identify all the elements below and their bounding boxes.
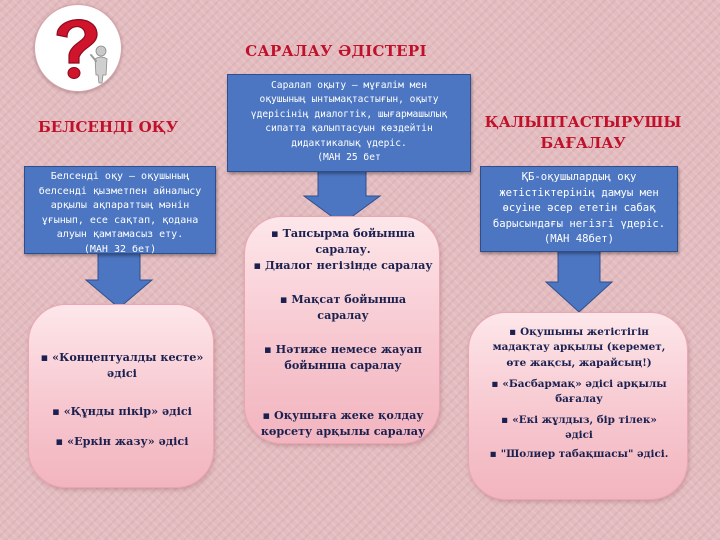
definition-line: (МАН 25 бет (317, 152, 381, 164)
bullet-icon: ▪ (262, 408, 271, 422)
right-down-arrow (544, 248, 614, 314)
item-text: Диалог негізінде саралау (265, 258, 433, 272)
bullet-icon: ▪ (491, 378, 499, 390)
definition-line: (МАН 32 бет) (83, 243, 157, 255)
bullet-icon: ▪ (509, 326, 517, 338)
item-text: «Екі жұлдыз, бір тілек» (512, 414, 657, 426)
item-text: Мақсат бойынша (291, 292, 407, 306)
bullet-icon: ▪ (489, 448, 497, 460)
item-text: әдісі (565, 429, 593, 442)
list-item (39, 403, 205, 419)
definition-line: сипатта қалыптасуын көздейтін (265, 123, 433, 135)
right-heading-line: ҚАЛЫПТАСТЫРУШЫ (484, 113, 682, 131)
bullet-icon: ▪ (40, 350, 49, 364)
left-methods-panel (28, 304, 214, 488)
item-text: Тапсырма бойынша (282, 226, 415, 240)
list-item (253, 291, 433, 323)
right-definition-box (480, 166, 678, 252)
bullet-icon: ▪ (501, 414, 509, 426)
question-mark-person-icon (35, 5, 121, 91)
list-item (475, 325, 683, 371)
list-item (253, 407, 433, 439)
definition-line: оқушының ынтымақтастығын, оқыту (259, 94, 439, 106)
item-text: Оқушыға жеке қолдау (274, 408, 424, 422)
bullet-icon: ▪ (279, 292, 288, 306)
definition-line: арқылы ақпараттың мәнін (50, 200, 190, 212)
bullet-icon: ▪ (52, 404, 60, 418)
item-text: өте жақсы, жарайсың!) (506, 356, 652, 369)
definition-line: Саралап оқыту – мұғалім мен (271, 80, 427, 91)
left-down-arrow (84, 250, 154, 310)
item-text: мадақтау арқылы (керемет, (492, 341, 666, 354)
center-methods-panel (244, 216, 440, 444)
page-title: САРАЛАУ ӘДІСТЕРІ (245, 42, 427, 60)
center-definition-box (227, 74, 471, 172)
list-item (475, 413, 683, 444)
item-text: Оқушыны жетістігін (520, 326, 649, 338)
definition-line: Белсенді оқу – оқушының (50, 171, 190, 182)
list-item (39, 433, 205, 449)
item-text: "Шолиер табақшасы" әдісі. (500, 448, 669, 460)
right-heading (474, 112, 692, 154)
right-methods-panel (468, 312, 688, 500)
item-text: бойынша саралау (284, 358, 402, 372)
left-heading: БЕЛСЕНДІ ОҚУ (37, 118, 179, 136)
item-text: саралау (317, 308, 369, 322)
definition-line: белсенді қызметпен айналысу (38, 185, 202, 197)
list-item (475, 447, 683, 462)
list-item (253, 257, 433, 273)
logo (34, 4, 122, 92)
bullet-icon: ▪ (55, 434, 64, 448)
definition-line: дидактикалық үдеріс. (291, 137, 407, 149)
definition-line: жетістіктерінің дамуы мен (499, 186, 659, 199)
item-text: «Басбармақ» әдісі арқылы (502, 378, 667, 390)
bullet-icon: ▪ (253, 258, 262, 272)
list-item (39, 349, 205, 381)
definition-line: барысындағы негізгі үдеріс. (492, 217, 666, 230)
item-text: көрсету арқылы саралау (260, 424, 426, 438)
item-text: «Құнды пікір» әдісі (63, 404, 192, 418)
item-text: әдісі (107, 366, 137, 380)
item-text: «Концептуалды кесте» (52, 350, 204, 364)
definition-line: алуын қамтамасыз ету. (56, 229, 184, 241)
item-text: «Еркін жазу» әдісі (67, 434, 189, 448)
definition-line: ұғынып, есе сақтап, қодана (41, 214, 199, 226)
list-item (475, 377, 683, 408)
item-text: саралау. (315, 242, 371, 256)
item-text: Нәтиже немесе жауап (275, 342, 422, 356)
list-item (253, 341, 433, 373)
definition-line: ҚБ-оқушылардың оқу (521, 171, 637, 183)
right-heading-line: БАҒАЛАУ (540, 134, 626, 152)
item-text: бағалау (555, 393, 603, 406)
list-item (253, 225, 433, 257)
definition-line: (МАН 48бет) (543, 233, 615, 245)
definition-line: өсуіне әсер ететін сабақ (502, 202, 656, 214)
definition-line: үдерісінің диалогтік, шығармашылық (250, 108, 448, 120)
bullet-icon: ▪ (264, 342, 272, 356)
left-definition-box (24, 166, 216, 254)
bullet-icon: ▪ (271, 226, 279, 240)
